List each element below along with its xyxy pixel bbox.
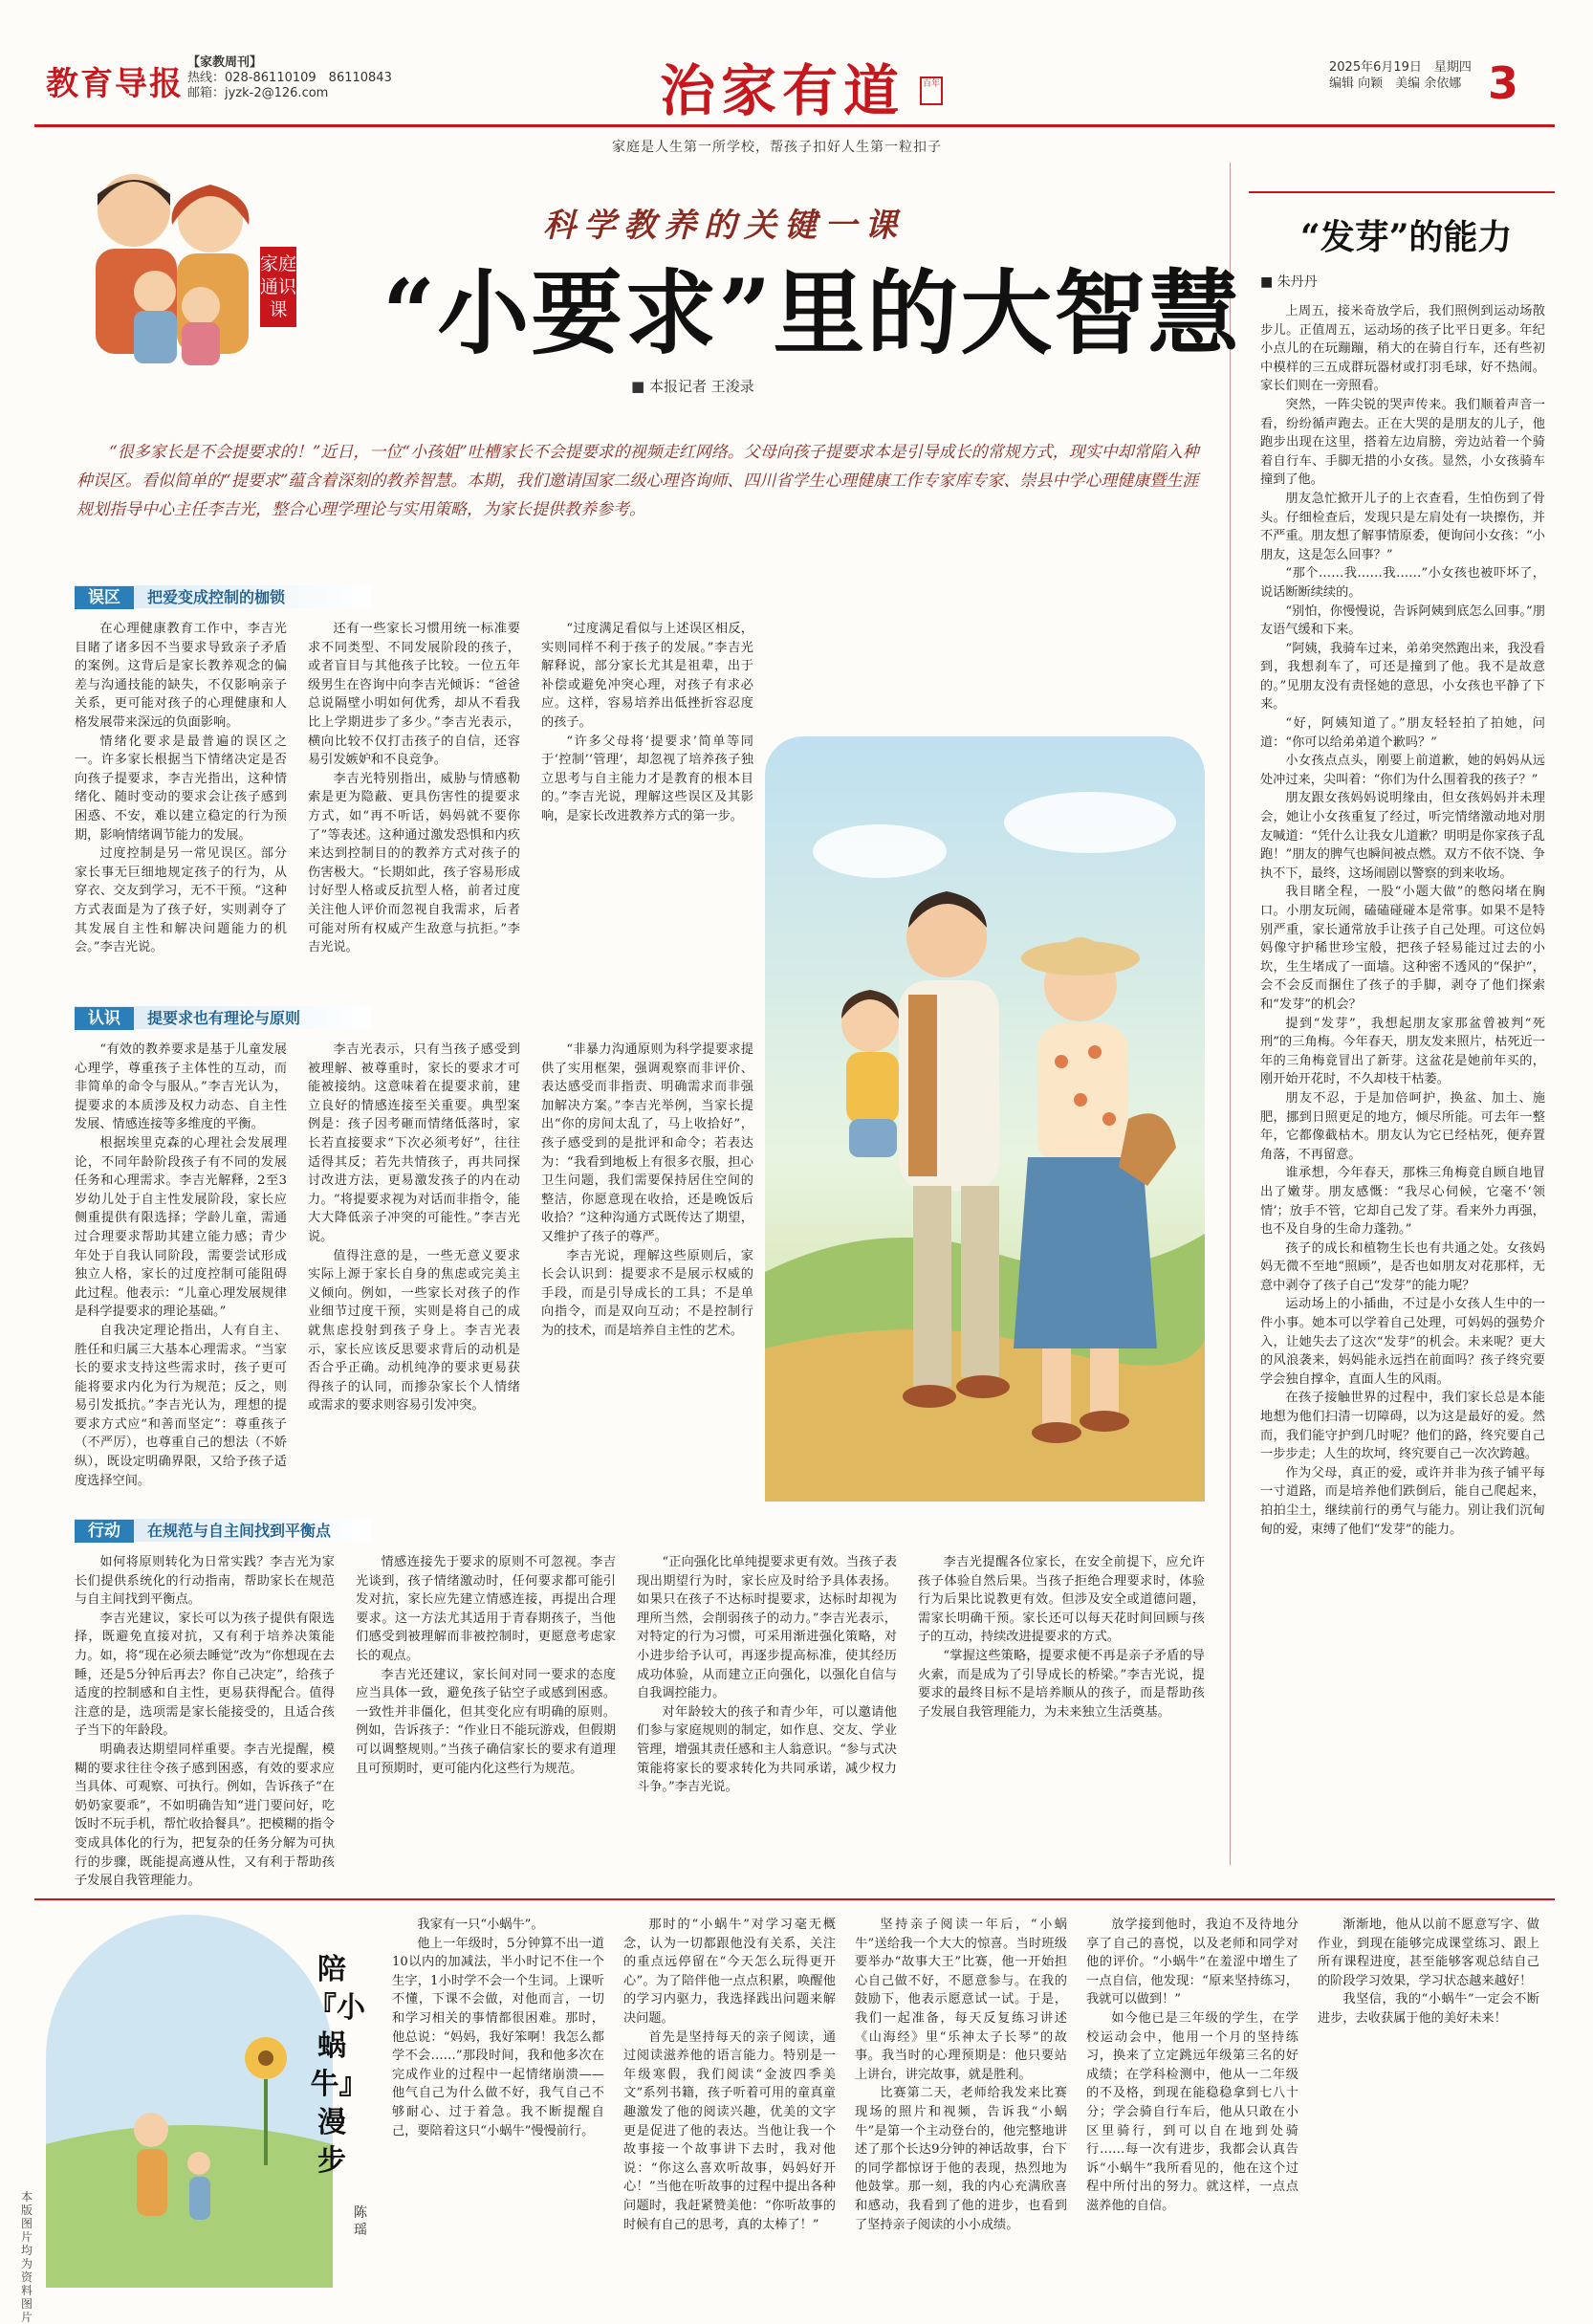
essay-title: “发芽”的能力 bbox=[1300, 217, 1513, 257]
text-column bbox=[392, 1916, 604, 2289]
paragraph: 坚持亲子阅读一年后，“小蜗牛”送给我一个大大的惊喜。当时班级要举办“故事大王”比赛，他一开始担心自己做不好，不愿意参与。在我的鼓励下，他表示愿意试一试。于是，我们一起准备，每天反复练习讲述《山海经》里“乐神太子长琴”的故事。我当时的心理预期是：他只要站上讲台，讲完故事，就是胜利。 bbox=[855, 1918, 1067, 2082]
essay-byline: ■ 朱丹丹 bbox=[1260, 274, 1318, 290]
section-header-action bbox=[75, 1519, 371, 1542]
paragraph: 作为父母，真正的爱，或许并非为孩子铺平每一寸道路，而是培养他们跌倒后，能自己爬起来，拍拍尘土，继续前行的勇气与能力。别让我们沉甸甸的爱，束缚了他们“发芽”的能力。 bbox=[1260, 1465, 1545, 1537]
paragraph: 李吉光表示，只有当孩子感受到被理解、被尊重时，家长的要求才可能被接纳。这意味着在提要求前，建立良好的情感连接至关重要。典型案例是：孩子因考砸而情绪低落时，家长若直接要求“下次必须考好”，往往适得其反；若先共情孩子，再共同探讨改进方法，更易激发孩子的内在动力。“将提要求视为对话而非指令，能大大降低亲子冲突的可能性。”李吉光说。 bbox=[308, 1042, 520, 1244]
paragraph: 我坚信，我的“小蜗牛”一定会不断进步，去收获属于他的美好未来！ bbox=[1318, 1992, 1539, 2026]
column-label: 家庭通识课 bbox=[260, 247, 296, 327]
text-column bbox=[1086, 1916, 1298, 2289]
hotline: 热线：028-86110109 86110843 bbox=[187, 71, 392, 85]
motto: 家庭是人生第一所学校，帮孩子扣好人生第一粒扣子 bbox=[612, 140, 942, 155]
paragraph: 自我决定理论指出，人有自主、胜任和归属三大基本心理需求。“当家长的要求支持这些需求时，孩子更可能将要求内化为行为规范；反之，则易引发抵抗。”李吉光认为，理想的提要求方式应“和善而坚定”：尊重孩子（不严厉），也尊重自己的想法（不娇纵），既设定明确界限，又给予孩子适度选择空间。 bbox=[75, 1323, 287, 1488]
section-header-misconceptions bbox=[75, 585, 371, 608]
paragraph: 根据埃里克森的心理社会发展理论，不同年龄阶段孩子有不同的发展任务和心理需求。李吉光解释，2至3岁幼儿处于自主性发展阶段，家长应侧重提供有限选择；学龄儿童，需通过合理要求帮助其建立能力感；青少年处于自我认同阶段，需要尝试形成独立人格，家长的过度控制可能阻碍此过程。他表示：“儿童心理发展规律是科学提要求的理论基础。” bbox=[75, 1135, 287, 1320]
email: 邮箱：jyzk-2@126.com bbox=[187, 86, 329, 100]
text-column bbox=[75, 620, 287, 957]
paragraph: 在孩子接触世界的过程中，我们家长总是本能地想为他们扫清一切障碍，以为这是最好的爱。然而，我们能守护到几时呢？他们的路，终究要自己一步步走；人生的坎坷，终究要自己一次次跨越。 bbox=[1260, 1391, 1545, 1462]
paragraph: 李吉光还建议，家长间对同一要求的态度应当具体一致，避免孩子钻空子或感到困惑。一致性并非僵化，但其变化应有明确的原则。例如，告诉孩子：“作业日不能玩游戏，但假期可以调整规则。”当孩子确信家长的要求有道理且可预期时，更可能内化这些行为规范。 bbox=[356, 1667, 616, 1776]
paragraph: “许多父母将‘提要求’简单等同于‘控制’‘管理’，却忽视了培养孩子独立思考与自主能力才是教育的根本目的。”李吉光说，理解这些误区及其影响，是家长改进教养方式的第一步。 bbox=[541, 734, 753, 823]
seal-stamp: 百年 bbox=[920, 77, 943, 105]
parent-child-walk-illustration bbox=[46, 1915, 333, 2288]
paragraph: 李吉光建议，家长可以为孩子提供有限选择，既避免直接对抗，又有利于培养决策能力。如，将“现在必须去睡觉”改为“你想现在去睡，还是5分钟后再去？你自己决定”，给孩子适度的控制感和自主性，更易获得配合。值得注意的是，选项需是家长能接受的，且适合孩子当下的年龄段。 bbox=[75, 1611, 335, 1739]
paragraph: “正向强化比单纯提要求更有效。当孩子表现出期望行为时，家长应及时给予具体表扬。如果只在孩子不达标时提要求，达标时却视为理所当然，会削弱孩子的动力。”李吉光表示，对特定的行为习惯，可采用渐进强化策略，对小进步给予认可，再逐步提高标准，使其经历成功体验，从而建立正向强化，以强化自信与自我调控能力。 bbox=[637, 1555, 897, 1701]
photo-credit-note: 本版图片均为资料图片 bbox=[21, 2190, 33, 2324]
section-header-understanding bbox=[75, 1006, 371, 1029]
bottom-article-author: 陈瑶 bbox=[354, 2205, 367, 2238]
paragraph: 在心理健康教育工作中，李吉光目睹了诸多因不当要求导致亲子矛盾的案例。这背后是家长教养观念的偏差与沟通技能的缺失，不仅影响亲子关系，更可能对孩子的心理健康和人格发展带来深远的负面影响。 bbox=[75, 622, 287, 730]
paragraph: 提到“发芽”，我想起朋友家那盆曾被判“死刑”的三角梅。今年春天，朋友发来照片，枯死近一年的三角梅竟冒出了新芽。这盆花是她前年买的，刚开始开花时，不久却枝干枯萎。 bbox=[1260, 1016, 1545, 1087]
paragraph: 情绪化要求是最普遍的误区之一。许多家长根据当下情绪决定是否向孩子提要求，李吉光指出，这种情绪化、随时变动的要求会让孩子感到困惑、不安，难以建立稳定的行为预期，影响情绪调节能力的发展。 bbox=[75, 734, 287, 843]
paragraph: “有效的教养要求是基于儿童发展心理学，尊重孩子主体性的互动，而非简单的命令与服从。”李吉光认为，提要求的本质涉及权力动态、自主性发展、情感连接等多维度的平衡。 bbox=[75, 1042, 287, 1132]
paragraph: 情感连接先于要求的原则不可忽视。李吉光谈到，孩子情绪激动时，任何要求都可能引发对抗，家长应先建立情感连接，再提出合理要求。这一方法尤其适用于青春期孩子，当他们感受到被理解而非被控制时，更愿意考虑家长的观点。 bbox=[356, 1555, 616, 1663]
date-block bbox=[1329, 59, 1472, 92]
lead-paragraph: “很多家长是不会提要求的！”近日，一位“小孩姐”吐槽家长不会提要求的视频走红网络。父母向孩子提要求本是引导成长的常规方式，现实中却常陷入种种误区。看似简单的“提要求”蕴含着深刻的教养智慧。本期，我们邀请国家二级心理咨询师、四川省学生心理健康工作专家库专家、崇县中学心理健康暨生涯规划指导中心主任李吉光，整合心理学理论与实用策略，为家长提供教养参考。 bbox=[76, 443, 1199, 519]
section-tag: 认识 bbox=[75, 1007, 134, 1030]
essay-body bbox=[1260, 302, 1545, 1871]
section-tag: 误区 bbox=[75, 586, 134, 609]
paragraph: 他上一年级时，5分钟算不出一道10以内的加减法，半小时记不住一个生字，1小时学不会一个生词。上课听不懂，下课不会做，对他而言，一切和学习相关的事情都很困难。那时，他总说：“妈妈，我好笨啊！我怎么都学不会……”那段时间，我和他多次在完成作业的过程中一起情绪崩溃——他气自己为什么做不好，我气自己不够耐心、过于着急。我不断提醒自己，要陪着这只“小蜗牛”慢慢前行。 bbox=[392, 1936, 604, 2138]
paragraph: 朋友急忙掀开儿子的上衣查看，生怕伤到了骨头。仔细检查后，发现只是左肩处有一块擦伤，并不严重。朋友想了解事情原委，便询问小女孩：“小朋友，这是怎么回事？” bbox=[1260, 491, 1545, 562]
family-walking-illustration bbox=[765, 736, 1205, 1502]
masthead-rule bbox=[34, 124, 1555, 127]
text-column bbox=[637, 1553, 897, 1850]
kicker: 科学教养的关键一课 bbox=[543, 207, 905, 245]
paragraph: 首先是坚持每天的亲子阅读，通过阅读滋养他的语言能力。特别是一年级寒假，我们阅读“金波四季美文”系列书籍，孩子听着可用的童真童趣激发了他的阅读兴趣，优美的文字更是促进了他的表达。当他让我一个故事接一个故事讲下去时，我对他说：“你这么喜欢听故事，妈妈好开心！”当他在听故事的过程中提出各种问题时，我赶紧赞美他：“你听故事的时候有自己的思考，真的太棒了！” bbox=[623, 2029, 836, 2232]
paragraph: 小女孩点点头，刚要上前道歉，她的妈妈从远处冲过来，尖叫着：“你们为什么围着我的孩子？” bbox=[1260, 754, 1545, 787]
text-column bbox=[75, 1041, 287, 1488]
section-tag: 行动 bbox=[75, 1520, 134, 1543]
headline: “小要求”里的大智慧 bbox=[382, 259, 1242, 367]
paragraph: 如何将原则转化为日常实践？李吉光为家长们提供系统化的行动指南，帮助家长在规范与自主间找到平衡点。 bbox=[75, 1555, 335, 1608]
paragraph: 李吉光提醒各位家长，在安全前提下，应允许孩子体验自然后果。当孩子拒绝合理要求时，体验行为后果比说教更有效。但涉及安全或道德问题，需家长明确干预。家长还可以每天花时间回顾与孩子的互动，持续改进提要求的方式。 bbox=[918, 1555, 1205, 1645]
paragraph: 李吉光特别指出，威胁与情感勒索是更为隐蔽、更具伤害性的提要求方式，如“再不听话，妈妈就不要你了”等表述。这种通过激发恐惧和内疚来达到控制目的的教养方式对孩子的伤害极大。“长期如此，孩子容易形成讨好型人格或反抗型人格，前者过度关注他人评价而忽视自我需求，后者可能对所有权威产生敌意与抗拒。”李吉光说。 bbox=[308, 771, 520, 955]
paragraph: “阿姨，我骑车过来，弟弟突然跑出来，我没看到，我想刹车了，可还是撞到了他。我不是故意的。”见朋友没有责怪她的意思，小女孩也平静了下来。 bbox=[1260, 641, 1545, 713]
newspaper-brand: 教育导报 bbox=[46, 65, 184, 103]
paragraph: 我目睹全程，一股“小题大做”的憋闷堵在胸口。小朋友玩闹，磕磕碰碰本是常事。如果不是特别严重，家长通常放手让孩子自己处理。可这位妈妈像守护稀世珍宝般，把孩子轻易能过过去的小坎，生生堵成了一面墙。这种密不透风的“保护”，会不会反而捆住了孩子的手脚，剥夺了他们探索和“发芽”的机会？ bbox=[1260, 885, 1545, 1012]
paragraph: 运动场上的小插曲，不过是小女孩人生中的一件小事。她本可以学着自己处理，可妈妈的强势介入，让她失去了这次“发芽”的机会。未来呢？更大的风浪袭来，妈妈能永远挡在前面吗？孩子终究要学会独自撑伞，直面人生的风雨。 bbox=[1260, 1297, 1545, 1387]
text-column bbox=[308, 620, 520, 957]
text-column bbox=[356, 1553, 616, 1850]
paragraph: 那时的“小蜗牛”对学习毫无概念，认为一切都跟他没有关系，关注的重点远停留在“今天怎么玩得更开心”。为了陪伴他一点点积累，唤醒他的学习内驱力，我选择践出问题来解决问题。 bbox=[623, 1918, 836, 2026]
paragraph: “那个……我……我……”小女孩也被吓坏了，说话断断续续的。 bbox=[1260, 566, 1545, 600]
paragraph: “非暴力沟通原则为科学提要求提供了实用框架，强调观察而非评价、表达感受而非指责、明确需求而非强加解决方案。”李吉光举例，当家长提出“你的房间太乱了，马上收拾好”，孩子感受到的是批评和命令；若表达为：“我看到地板上有很多衣服，担心卫生问题，我们需要保持居住空间的整洁，你愿意现在收拾，还是晚饭后收拾？”这种沟通方式既传达了期望，又维护了孩子的尊严。 bbox=[541, 1042, 753, 1244]
paragraph: 放学接到他时，我迫不及待地分享了自己的喜悦，以及老师和同学对他的评价。“小蜗牛”在羞涩中增生了一点自信，他发现：“原来坚持练习，我就可以做到！” bbox=[1086, 1918, 1298, 2007]
paragraph: 上周五，接米奇放学后，我们照例到运动场散步儿。正值周五，运动场的孩子比平日更多。年纪小点儿的在玩蹦蹦，稍大的在骑自行车，还有些初中模样的三五成群玩器材或打羽毛球，好不热闹。家长们则在一旁照看。 bbox=[1260, 304, 1545, 394]
paragraph: 过度控制是另一常见误区。部分家长事无巨细地规定孩子的行为，从穿衣、交友到学习，无不干预。“这种方式表面是为了孩子好，实则剥夺了其发展自主性和解决问题能力的机会。”李吉光说。 bbox=[75, 846, 287, 955]
text-column bbox=[855, 1916, 1067, 2289]
edition-info bbox=[187, 55, 392, 101]
paragraph: 渐渐地，他从以前不愿意写字、做作业，到现在能够完成课堂练习、跟上所有课程进度，甚至能够客观总结自己的阶段学习效果，学习状态越来越好！ bbox=[1318, 1918, 1539, 1988]
text-column bbox=[75, 1553, 335, 1889]
staff-credits: 编辑 向颖 美编 余依娜 bbox=[1329, 77, 1462, 91]
text-column bbox=[623, 1916, 836, 2289]
paragraph: “过度满足看似与上述误区相反，实则同样不利于孩子的发展。”李吉光解释说，部分家长尤其是祖辈，出于补偿或避免冲突心理，对孩子有求必应。这样，容易培养出低挫折容忍度的孩子。 bbox=[541, 622, 753, 730]
paragraph: 还有一些家长习惯用统一标准要求不同类型、不同发展阶段的孩子，或者盲目与其他孩子比较。一位五年级男生在咨询中向李吉光倾诉：“爸爸总说隔壁小明如何优秀，却从不看我比上学期进步了多少。”李吉光表示，横向比较不仅打击孩子的自信，还容易引发嫉妒和不良竞争。 bbox=[308, 622, 520, 768]
paragraph: 值得注意的是，一些无意义要求实际上源于家长自身的焦虑或完美主义倾向。例如，一些家长对孩子的作业细节过度干预，实则是将自己的成就焦虑投射到孩子身上。李吉光表示，家长应该反思要求背后的动机是否合乎正确。动机纯净的要求更易获得孩子的认同，而掺杂家长个人情绪或需求的要求则容易引发冲突。 bbox=[308, 1248, 520, 1414]
paragraph: “好，阿姨知道了。”朋友轻轻拍了拍她，问道：“你可以给弟弟道个歉吗？” bbox=[1260, 716, 1545, 750]
paragraph: 朋友跟女孩妈妈说明缘由，但女孩妈妈并未理会，她让小女孩重复了经过，听完情绪激动地对朋友喊道：“凭什么让我女儿道歉？明明是你家孩子乱跑！”朋友的脾气也瞬间被点燃。双方不依不饶、争执不下，最终，这场闹剧以警察的到来收场。 bbox=[1260, 791, 1545, 881]
section-title-text: 把爱变成控制的枷锁 bbox=[147, 588, 286, 606]
bottom-article-title: 陪『小蜗牛』漫步 bbox=[308, 1953, 365, 2178]
paragraph: “别怕，你慢慢说，告诉阿姨到底怎么回事。”朋友语气缓和下来。 bbox=[1260, 603, 1545, 638]
section-title-text: 提要求也有理论与原则 bbox=[147, 1009, 301, 1027]
paragraph: 我家有一只“小蜗牛”。 bbox=[417, 1918, 544, 1932]
paragraph: 比赛第二天，老师给我发来比赛现场的照片和视频，告诉我“小蜗牛”是第一个主动登台的，他完整地讲述了那个长达9分钟的神话故事，台下的同学都惊讶于他的表现，热烈地为他鼓掌。那一刻，我的内心充满欣喜和感动，我看到了他的进步，也看到了坚持亲子阅读的小小成绩。 bbox=[855, 2086, 1067, 2232]
text-column bbox=[308, 1041, 520, 1480]
paragraph: 对年龄较大的孩子和青少年，可以邀请他们参与家庭规则的制定，如作息、交友、学业管理，增强其责任感和主人翁意识。“参与式决策能将家长的要求转化为共同承诺，减少权力斗争。”李吉光说。 bbox=[637, 1704, 897, 1795]
paragraph: 突然，一阵尖锐的哭声传来。我们顺着声音一看，纷纷循声跑去。正在大哭的是朋友的儿子，他跑步出现在这里，搭着左边肩膀，旁边站着一个骑着自行车、手脚无措的小女孩。显然，小女孩骑车撞到了他。 bbox=[1260, 397, 1545, 488]
paragraph: 朋友不忍，于是加倍呵护，换盆、加土、施肥，挪到日照更足的地方，倾尽所能。可去年一整年，它都像截枯木。朋友认为它已经枯死，便弃置角落，不再留意。 bbox=[1260, 1090, 1545, 1162]
paragraph: 孩子的成长和植物生长也有共通之处。女孩妈妈无微不至地“照顾”，是否也如朋友对花那样，无意中剥夺了孩子自己“发芽”的能力呢？ bbox=[1260, 1240, 1545, 1293]
text-column bbox=[918, 1553, 1205, 1850]
text-column bbox=[1318, 1916, 1539, 2289]
section-title-text: 在规范与自主间找到平衡点 bbox=[147, 1522, 332, 1540]
page-number: 3 bbox=[1488, 57, 1519, 109]
section-title: 治家有道 bbox=[660, 58, 906, 123]
text-column bbox=[541, 620, 753, 826]
paragraph: 如今他已是三年级的学生，在学校运动会中，他用一个月的坚持练习，换来了立定跳远年级第三名的好成绩；在学科检测中，他从一二年级的不及格，到现在能稳稳拿到七八十分；学会骑自行车后，他从只敢在小区里骑行，到可以自在地到处骑行……每一次有进步，我都会认真告诉“小蜗牛”我所看见的，他在这个过程中所付出的努力。就这样，一点点滋养他的自信。 bbox=[1086, 2010, 1298, 2213]
right-column-rule bbox=[1249, 191, 1555, 193]
issue-date: 2025年6月19日 星期四 bbox=[1329, 60, 1472, 75]
byline: ■ 本报记者 王浚录 bbox=[631, 378, 754, 395]
paragraph: 明确表达期望同样重要。李吉光提醒，模糊的要求往往令孩子感到困惑，有效的要求应当具体、可观察、可执行。例如，告诉孩子“在奶奶家要乖”，不如明确告知“进门要问好，吃饭时不玩手机，帮忙收拾餐具”。把模糊的指令变成具体化的行为，把复杂的任务分解为可执行的步骤，既能提高遵从性，又有利于帮助孩子发展自我管理能力。 bbox=[75, 1742, 335, 1889]
text-column bbox=[541, 1041, 753, 1480]
paragraph: 谁承想，今年春天，那株三角梅竟自顾自地冒出了嫩芽。朋友感慨：“我尽心伺候，它毫不‘领情’；放手不管，它却自己发了芽。看来外力再强，也不及自身的生命力蓬勃。” bbox=[1260, 1166, 1545, 1238]
edition-tag: 【家教周刊】 bbox=[187, 55, 263, 70]
paragraph: 李吉光说，理解这些原则后，家长会认识到：提要求不是展示权威的手段，而是引导成长的工具；不是单向指令，而是双向互动；不是控制行为的技术，而是培养自主性的艺术。 bbox=[541, 1248, 753, 1338]
paragraph: “掌握这些策略，提要求便不再是亲子矛盾的导火索，而是成为了引导成长的桥梁。”李吉光说，提要求的最终目标不是培养顺从的孩子，而是帮助孩子发展自我管理能力，为未来独立生活奠基。 bbox=[918, 1648, 1205, 1720]
